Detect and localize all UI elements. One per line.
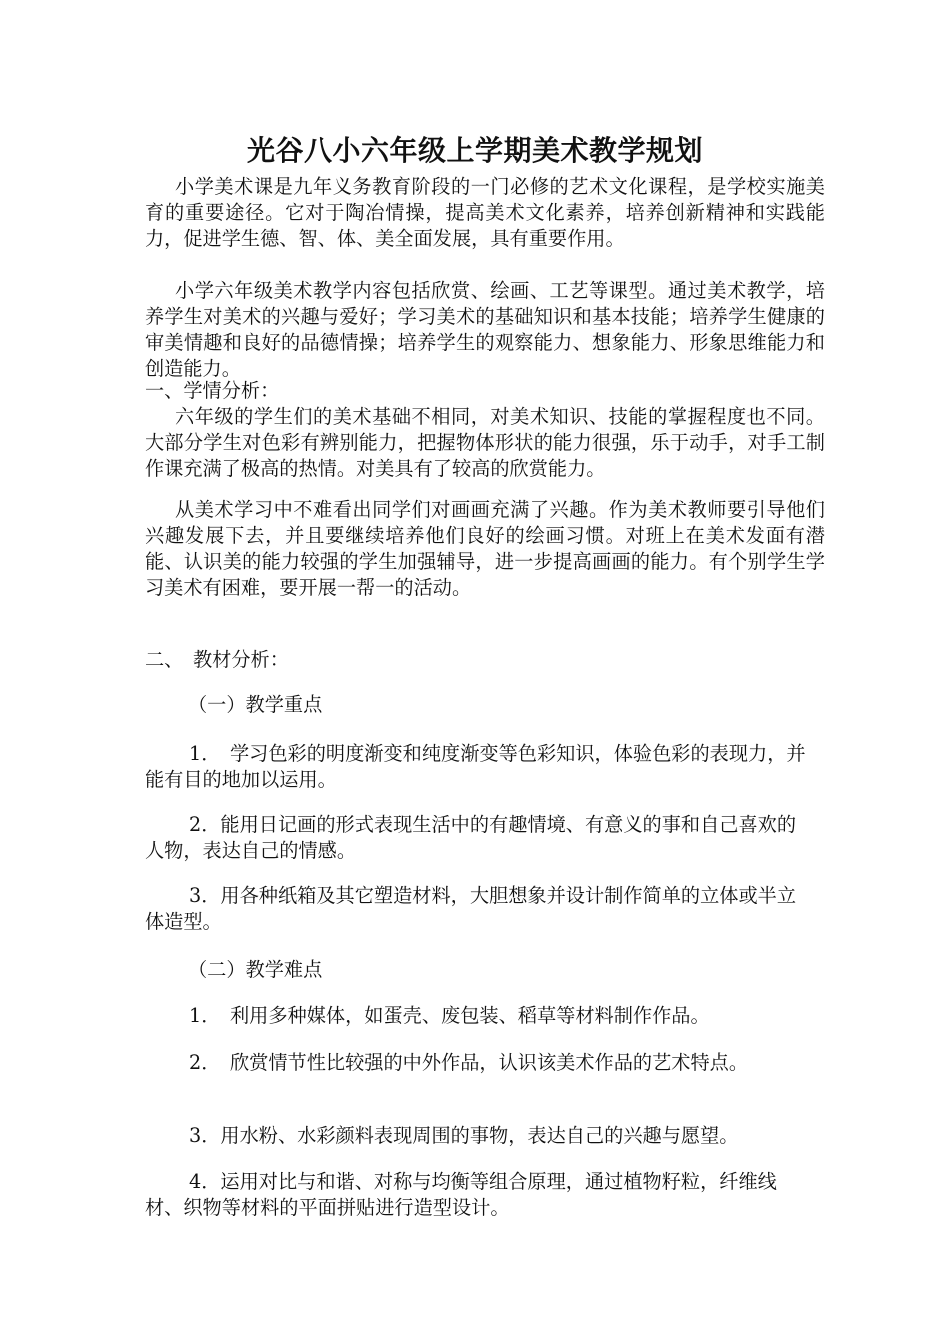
learning-analysis-paragraph-1: 六年级的学生们的美术基础不相同，对美术知识、技能的掌握程度也不同。大部分学生对色彩有辨别能力，把握物体形状的能力很强，乐于动手，对手工制作课充满了极高的热情。对美具有了较高的欣赏能力。: [145, 405, 825, 480]
section-heading-learning-analysis: 一、学情分析：: [145, 379, 280, 402]
key-point-item: 3．用各种纸箱及其它塑造材料，大胆想象并设计制作简单的立体或半立体造型。: [145, 884, 797, 933]
learning-analysis-paragraph-2: 从美术学习中不难看出同学们对画画充满了兴趣。作为美术教师要引导他们兴趣发展下去，并且要继续培养他们良好的绘画习惯。对班上在美术发面有潜能、认识美的能力较强的学生加强辅导，进一步提高画画的能力。有个别学生学习美术有困难，要开展一帮一的活动。: [145, 498, 825, 599]
difficult-point-item: 2． 欣赏情节性比较强的中外作品，认识该美术作品的艺术特点。: [189, 1051, 749, 1074]
difficult-points-heading: （二）教学难点: [188, 958, 323, 981]
intro-paragraph-2: 小学六年级美术教学内容包括欣赏、绘画、工艺等课型。通过美术教学，培养学生对美术的兴趣与爱好；学习美术的基础知识和基本技能；培养学生健康的审美情趣和良好的品德情操；培养学生的观察能力、想象能力、形象思维能力和创造能力。: [145, 279, 825, 380]
section-heading-material-analysis: 二、 教材分析：: [145, 648, 289, 671]
difficult-point-item: 3．用水粉、水彩颜料表现周围的事物，表达自己的兴趣与愿望。: [189, 1124, 739, 1147]
difficult-point-item: 1． 利用多种媒体，如蛋壳、废包装、稻草等材料制作作品。: [189, 1004, 710, 1027]
key-points-heading: （一）教学重点: [188, 693, 323, 716]
document-title: 光谷八小六年级上学期美术教学规划: [246, 134, 703, 167]
key-point-item: 2．能用日记画的形式表现生活中的有趣情境、有意义的事和自己喜欢的人物，表达自己的情感。: [145, 813, 797, 862]
key-point-item: 1． 学习色彩的明度渐变和纯度渐变等色彩知识，体验色彩的表现力，并能有目的地加以运用。: [145, 742, 806, 791]
intro-paragraph-1: 小学美术课是九年义务教育阶段的一门必修的艺术文化课程，是学校实施美育的重要途径。它对于陶冶情操，提高美术文化素养，培养创新精神和实践能力，促进学生德、智、体、美全面发展，具有重要作用。: [145, 175, 825, 250]
difficult-point-item: 4．运用对比与和谐、对称与均衡等组合原理，通过植物籽粒，纤维线材、织物等材料的平面拼贴进行造型设计。: [145, 1170, 777, 1219]
